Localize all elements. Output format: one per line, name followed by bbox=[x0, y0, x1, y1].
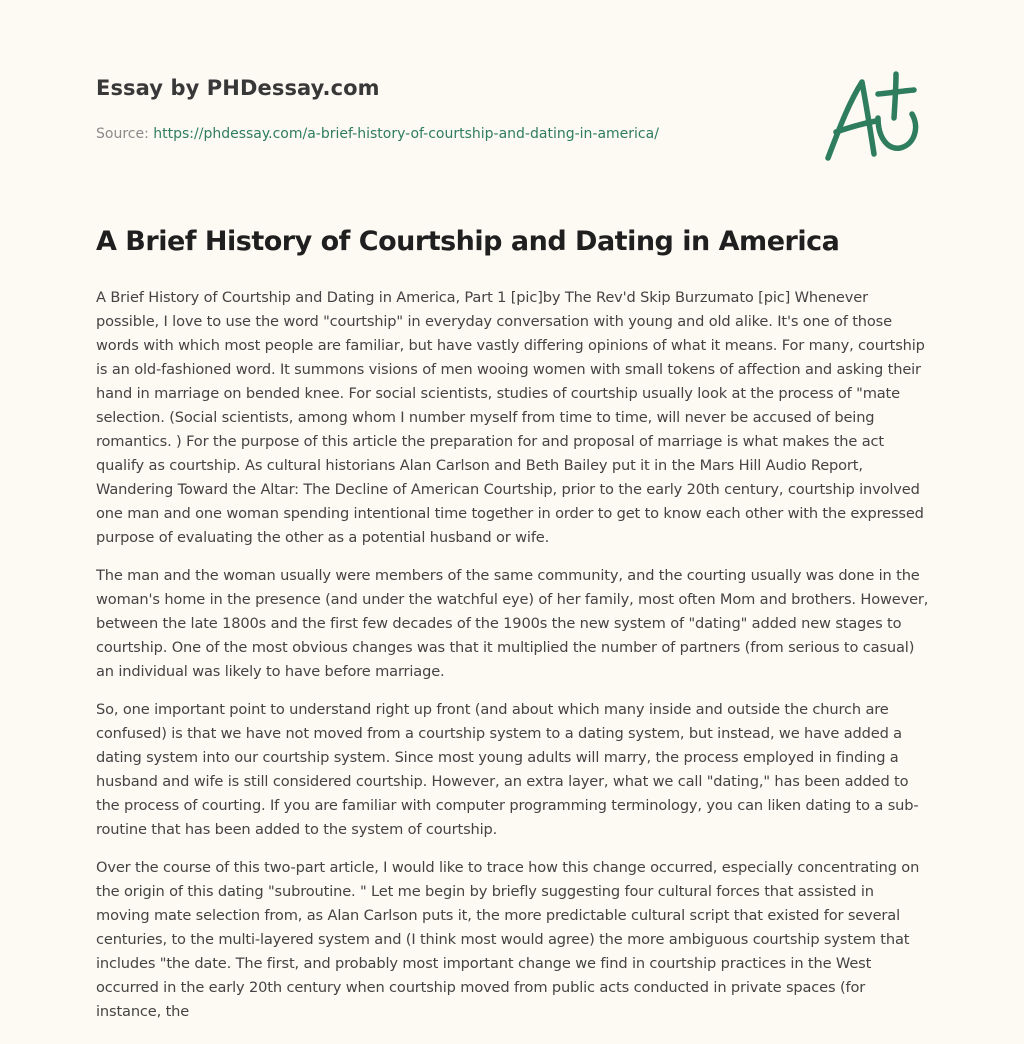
essay-title: A Brief History of Courtship and Dating in America bbox=[96, 226, 840, 257]
source-link[interactable]: https://phdessay.com/a-brief-history-of-courtship-and-dating-in-america/ bbox=[153, 126, 659, 142]
page-header bbox=[96, 76, 796, 142]
essay-paragraph: A Brief History of Courtship and Dating in America, Part 1 [pic]by The Rev'd Skip Burzumato [pic] Whenever possible, I love to use the word "courtship" in everyday conversation with young and old alike. It's one of those words with which most people are familiar, but have vastly differing opinions of what it means. For many, courtship is an old-fashioned word. It summons visions of men wooing women with small tokens of affection and asking their hand in marriage on bended knee. For social scientists, studies of courtship usually look at the process of "mate selection. (Social scientists, among whom I number myself from time to time, will never be accused of being romantics. ) For the purpose of this article the preparation for and proposal of marriage is what makes the act qualify as courtship. As cultural historians Alan Carlson and Beth Bailey put it in the Mars Hill Audio Report, Wandering Toward the Altar: The Decline of American Courtship, prior to the early 20th century, courtship involved one man and one woman spending intentional time together in order to get to know each other with the expressed purpose of evaluating the other as a potential husband or wife. bbox=[96, 289, 925, 546]
essay-body bbox=[96, 286, 930, 1038]
a-plus-grade-icon bbox=[822, 66, 932, 166]
essay-paragraph: The man and the woman usually were members of the same community, and the courting usually was done in the woman's home in the presence (and under the watchful eye) of her family, most often Mom and brothers. However, between the late 1800s and the first few decades of the 1900s the new system of "dating" added new stages to courtship. One of the most obvious changes was that it multiplied the number of partners (from serious to casual) an individual was likely to have before marriage. bbox=[96, 567, 929, 680]
source-line bbox=[96, 126, 796, 142]
site-title: Essay by PHDessay.com bbox=[96, 76, 380, 100]
source-label: Source: bbox=[96, 126, 149, 142]
essay-paragraph: So, one important point to understand right up front (and about which many inside and outside the church are confused) is that we have not moved from a courtship system to a dating system, but instead, we have added a dating system into our courtship system. Since most young adults will marry, the process employed in finding a husband and wife is still considered courtship. However, an extra layer, what we call "dating," has been added to the process of courting. If you are familiar with computer programming terminology, you can liken dating to a sub-routine that has been added to the system of courtship. bbox=[96, 701, 919, 838]
essay-paragraph: Over the course of this two-part article, I would like to trace how this change occurred, especially concentrating on the origin of this dating "subroutine. " Let me begin by briefly suggesting four cultural forces that assisted in moving mate selection from, as Alan Carlson puts it, the more predictable cultural script that existed for several centuries, to the multi-layered system and (I think most would agree) the more ambiguous courtship system that includes "the date. The first, and probably most important change we find in courtship practices in the West occurred in the early 20th century when courtship moved from public acts conducted in private spaces (for instance, the bbox=[96, 859, 920, 1020]
